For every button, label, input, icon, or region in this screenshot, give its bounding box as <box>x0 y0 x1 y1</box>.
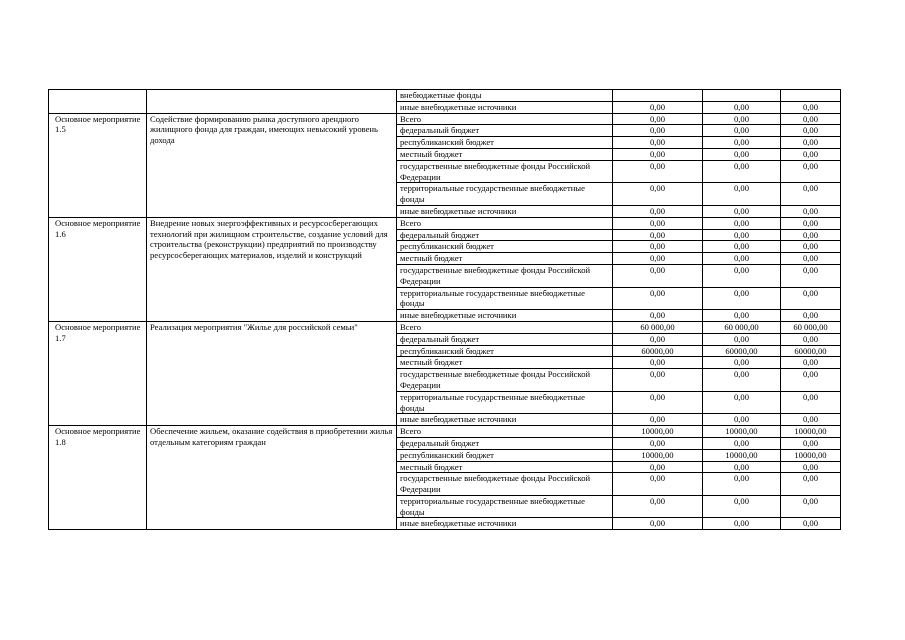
amount-value-2: 0,00 <box>703 148 781 160</box>
measure-label: Основное мероприятие 1.5 <box>49 113 147 217</box>
funding-source: Всего <box>397 426 613 438</box>
amount-value-3: 0,00 <box>781 473 841 496</box>
amount-value-2: 0,00 <box>703 217 781 229</box>
funding-source: федеральный бюджет <box>397 229 613 241</box>
amount-value-2: 0,00 <box>703 461 781 473</box>
funding-source: федеральный бюджет <box>397 333 613 345</box>
amount-value-1: 0,00 <box>613 148 703 160</box>
amount-value-2: 0,00 <box>703 101 781 113</box>
amount-value-2: 10000,00 <box>703 426 781 438</box>
funding-source: местный бюджет <box>397 148 613 160</box>
amount-value-3: 0,00 <box>781 205 841 217</box>
amount-value-3: 0,00 <box>781 253 841 265</box>
measure-label-cell-empty <box>49 90 147 114</box>
amount-value-3: 60000,00 <box>781 345 841 357</box>
funding-source: территориальные государственные внебюджетные фонды <box>397 287 613 310</box>
amount-value-2: 0,00 <box>703 205 781 217</box>
amount-value-3: 0,00 <box>781 101 841 113</box>
funding-source: государственные внебюджетные фонды Российской Федерации <box>397 160 613 183</box>
amount-value-1: 0,00 <box>613 160 703 183</box>
amount-value-2: 0,00 <box>703 437 781 449</box>
amount-value-2 <box>703 90 781 102</box>
amount-value-1: 0,00 <box>613 333 703 345</box>
amount-value-3: 0,00 <box>781 148 841 160</box>
amount-value-3: 0,00 <box>781 241 841 253</box>
amount-value-1: 0,00 <box>613 125 703 137</box>
amount-value-3: 0,00 <box>781 310 841 322</box>
amount-value-2: 60000,00 <box>703 345 781 357</box>
funding-source: внебюджетные фонды <box>397 90 613 102</box>
amount-value-1: 0,00 <box>613 357 703 369</box>
funding-source: иные внебюджетные источники <box>397 414 613 426</box>
amount-value-1: 0,00 <box>613 518 703 530</box>
amount-value-3: 0,00 <box>781 369 841 392</box>
amount-value-2: 0,00 <box>703 369 781 392</box>
amount-value-3: 0,00 <box>781 217 841 229</box>
measure-label: Основное мероприятие 1.8 <box>49 426 147 530</box>
amount-value-2: 0,00 <box>703 310 781 322</box>
funding-source: иные внебюджетные источники <box>397 518 613 530</box>
amount-value-2: 0,00 <box>703 495 781 518</box>
amount-value-1: 0,00 <box>613 113 703 125</box>
funding-source: федеральный бюджет <box>397 437 613 449</box>
amount-value-3: 0,00 <box>781 518 841 530</box>
table-row <box>49 113 841 125</box>
amount-value-1: 0,00 <box>613 461 703 473</box>
amount-value-2: 0,00 <box>703 137 781 149</box>
funding-source: территориальные государственные внебюджетные фонды <box>397 183 613 206</box>
amount-value-1: 0,00 <box>613 369 703 392</box>
amount-value-1: 60 000,00 <box>613 321 703 333</box>
amount-value-2: 0,00 <box>703 414 781 426</box>
amount-value-3: 0,00 <box>781 160 841 183</box>
amount-value-2: 0,00 <box>703 357 781 369</box>
measure-label: Основное мероприятие 1.7 <box>49 321 147 425</box>
amount-value-2: 0,00 <box>703 113 781 125</box>
amount-value-3: 0,00 <box>781 287 841 310</box>
amount-value-2: 60 000,00 <box>703 321 781 333</box>
amount-value-1: 0,00 <box>613 229 703 241</box>
measure-description-cell-empty <box>147 90 397 114</box>
table-row <box>49 90 841 102</box>
funding-source: Всего <box>397 217 613 229</box>
funding-source: местный бюджет <box>397 357 613 369</box>
amount-value-1: 0,00 <box>613 495 703 518</box>
amount-value-2: 0,00 <box>703 333 781 345</box>
amount-value-2: 0,00 <box>703 391 781 414</box>
table-row <box>49 321 841 333</box>
amount-value-2: 0,00 <box>703 160 781 183</box>
amount-value-1: 0,00 <box>613 310 703 322</box>
amount-value-3: 0,00 <box>781 113 841 125</box>
funding-source: территориальные государственные внебюджетные фонды <box>397 495 613 518</box>
measure-description: Внедрение новых энергоэффективных и ресурсосберегающих технологий при жилищном строительстве, создание условий для строительства (реконструкции) предприятий по производству ресурсосберегающих материалов, изделий и конструкций <box>147 217 397 321</box>
amount-value-3: 10000,00 <box>781 426 841 438</box>
measure-description: Содействие формированию рынка доступного арендного жилищного фонда для граждан, имеющих невысокий уровень дохода <box>147 113 397 217</box>
amount-value-3: 0,00 <box>781 495 841 518</box>
amount-value-2: 0,00 <box>703 229 781 241</box>
amount-value-3: 0,00 <box>781 264 841 287</box>
amount-value-2: 0,00 <box>703 518 781 530</box>
amount-value-1: 0,00 <box>613 264 703 287</box>
amount-value-3: 0,00 <box>781 183 841 206</box>
funding-source: территориальные государственные внебюджетные фонды <box>397 391 613 414</box>
amount-value-2: 0,00 <box>703 183 781 206</box>
funding-source: местный бюджет <box>397 461 613 473</box>
amount-value-1: 60000,00 <box>613 345 703 357</box>
funding-source: государственные внебюджетные фонды Российской Федерации <box>397 369 613 392</box>
funding-source: республиканский бюджет <box>397 449 613 461</box>
funding-source: Всего <box>397 113 613 125</box>
amount-value-3: 0,00 <box>781 461 841 473</box>
amount-value-1: 0,00 <box>613 205 703 217</box>
funding-source: республиканский бюджет <box>397 345 613 357</box>
table-body <box>49 90 841 530</box>
amount-value-1: 0,00 <box>613 287 703 310</box>
amount-value-1: 10000,00 <box>613 449 703 461</box>
amount-value-3: 60 000,00 <box>781 321 841 333</box>
amount-value-1: 0,00 <box>613 391 703 414</box>
amount-value-1: 0,00 <box>613 253 703 265</box>
amount-value-2: 10000,00 <box>703 449 781 461</box>
funding-source: государственные внебюджетные фонды Российской Федерации <box>397 473 613 496</box>
amount-value-2: 0,00 <box>703 125 781 137</box>
amount-value-3: 0,00 <box>781 391 841 414</box>
funding-source: республиканский бюджет <box>397 241 613 253</box>
table-row <box>49 426 841 438</box>
amount-value-3: 0,00 <box>781 437 841 449</box>
funding-source: Всего <box>397 321 613 333</box>
funding-source: местный бюджет <box>397 253 613 265</box>
funding-source: иные внебюджетные источники <box>397 310 613 322</box>
amount-value-3: 0,00 <box>781 137 841 149</box>
funding-table <box>48 89 841 530</box>
amount-value-2: 0,00 <box>703 473 781 496</box>
funding-source: федеральный бюджет <box>397 125 613 137</box>
funding-source: иные внебюджетные источники <box>397 101 613 113</box>
measure-label: Основное мероприятие 1.6 <box>49 217 147 321</box>
amount-value-2: 0,00 <box>703 253 781 265</box>
amount-value-2: 0,00 <box>703 264 781 287</box>
amount-value-1: 0,00 <box>613 101 703 113</box>
amount-value-1: 0,00 <box>613 217 703 229</box>
amount-value-1 <box>613 90 703 102</box>
amount-value-1: 0,00 <box>613 437 703 449</box>
funding-source: государственные внебюджетные фонды Российской Федерации <box>397 264 613 287</box>
funding-source: иные внебюджетные источники <box>397 205 613 217</box>
amount-value-1: 0,00 <box>613 241 703 253</box>
amount-value-1: 0,00 <box>613 414 703 426</box>
measure-description: Реализация мероприятия "Жилье для российской семьи" <box>147 321 397 425</box>
amount-value-1: 0,00 <box>613 473 703 496</box>
amount-value-3: 0,00 <box>781 357 841 369</box>
funding-source: республиканский бюджет <box>397 137 613 149</box>
amount-value-3: 0,00 <box>781 229 841 241</box>
amount-value-1: 0,00 <box>613 183 703 206</box>
amount-value-3: 0,00 <box>781 333 841 345</box>
amount-value-1: 10000,00 <box>613 426 703 438</box>
amount-value-3: 0,00 <box>781 125 841 137</box>
amount-value-2: 0,00 <box>703 241 781 253</box>
amount-value-3: 10000,00 <box>781 449 841 461</box>
amount-value-3 <box>781 90 841 102</box>
amount-value-1: 0,00 <box>613 137 703 149</box>
table-row <box>49 217 841 229</box>
amount-value-3: 0,00 <box>781 414 841 426</box>
amount-value-2: 0,00 <box>703 287 781 310</box>
measure-description: Обеспечение жильем, оказание содействия в приобретении жилья отдельным категориям граждан <box>147 426 397 530</box>
